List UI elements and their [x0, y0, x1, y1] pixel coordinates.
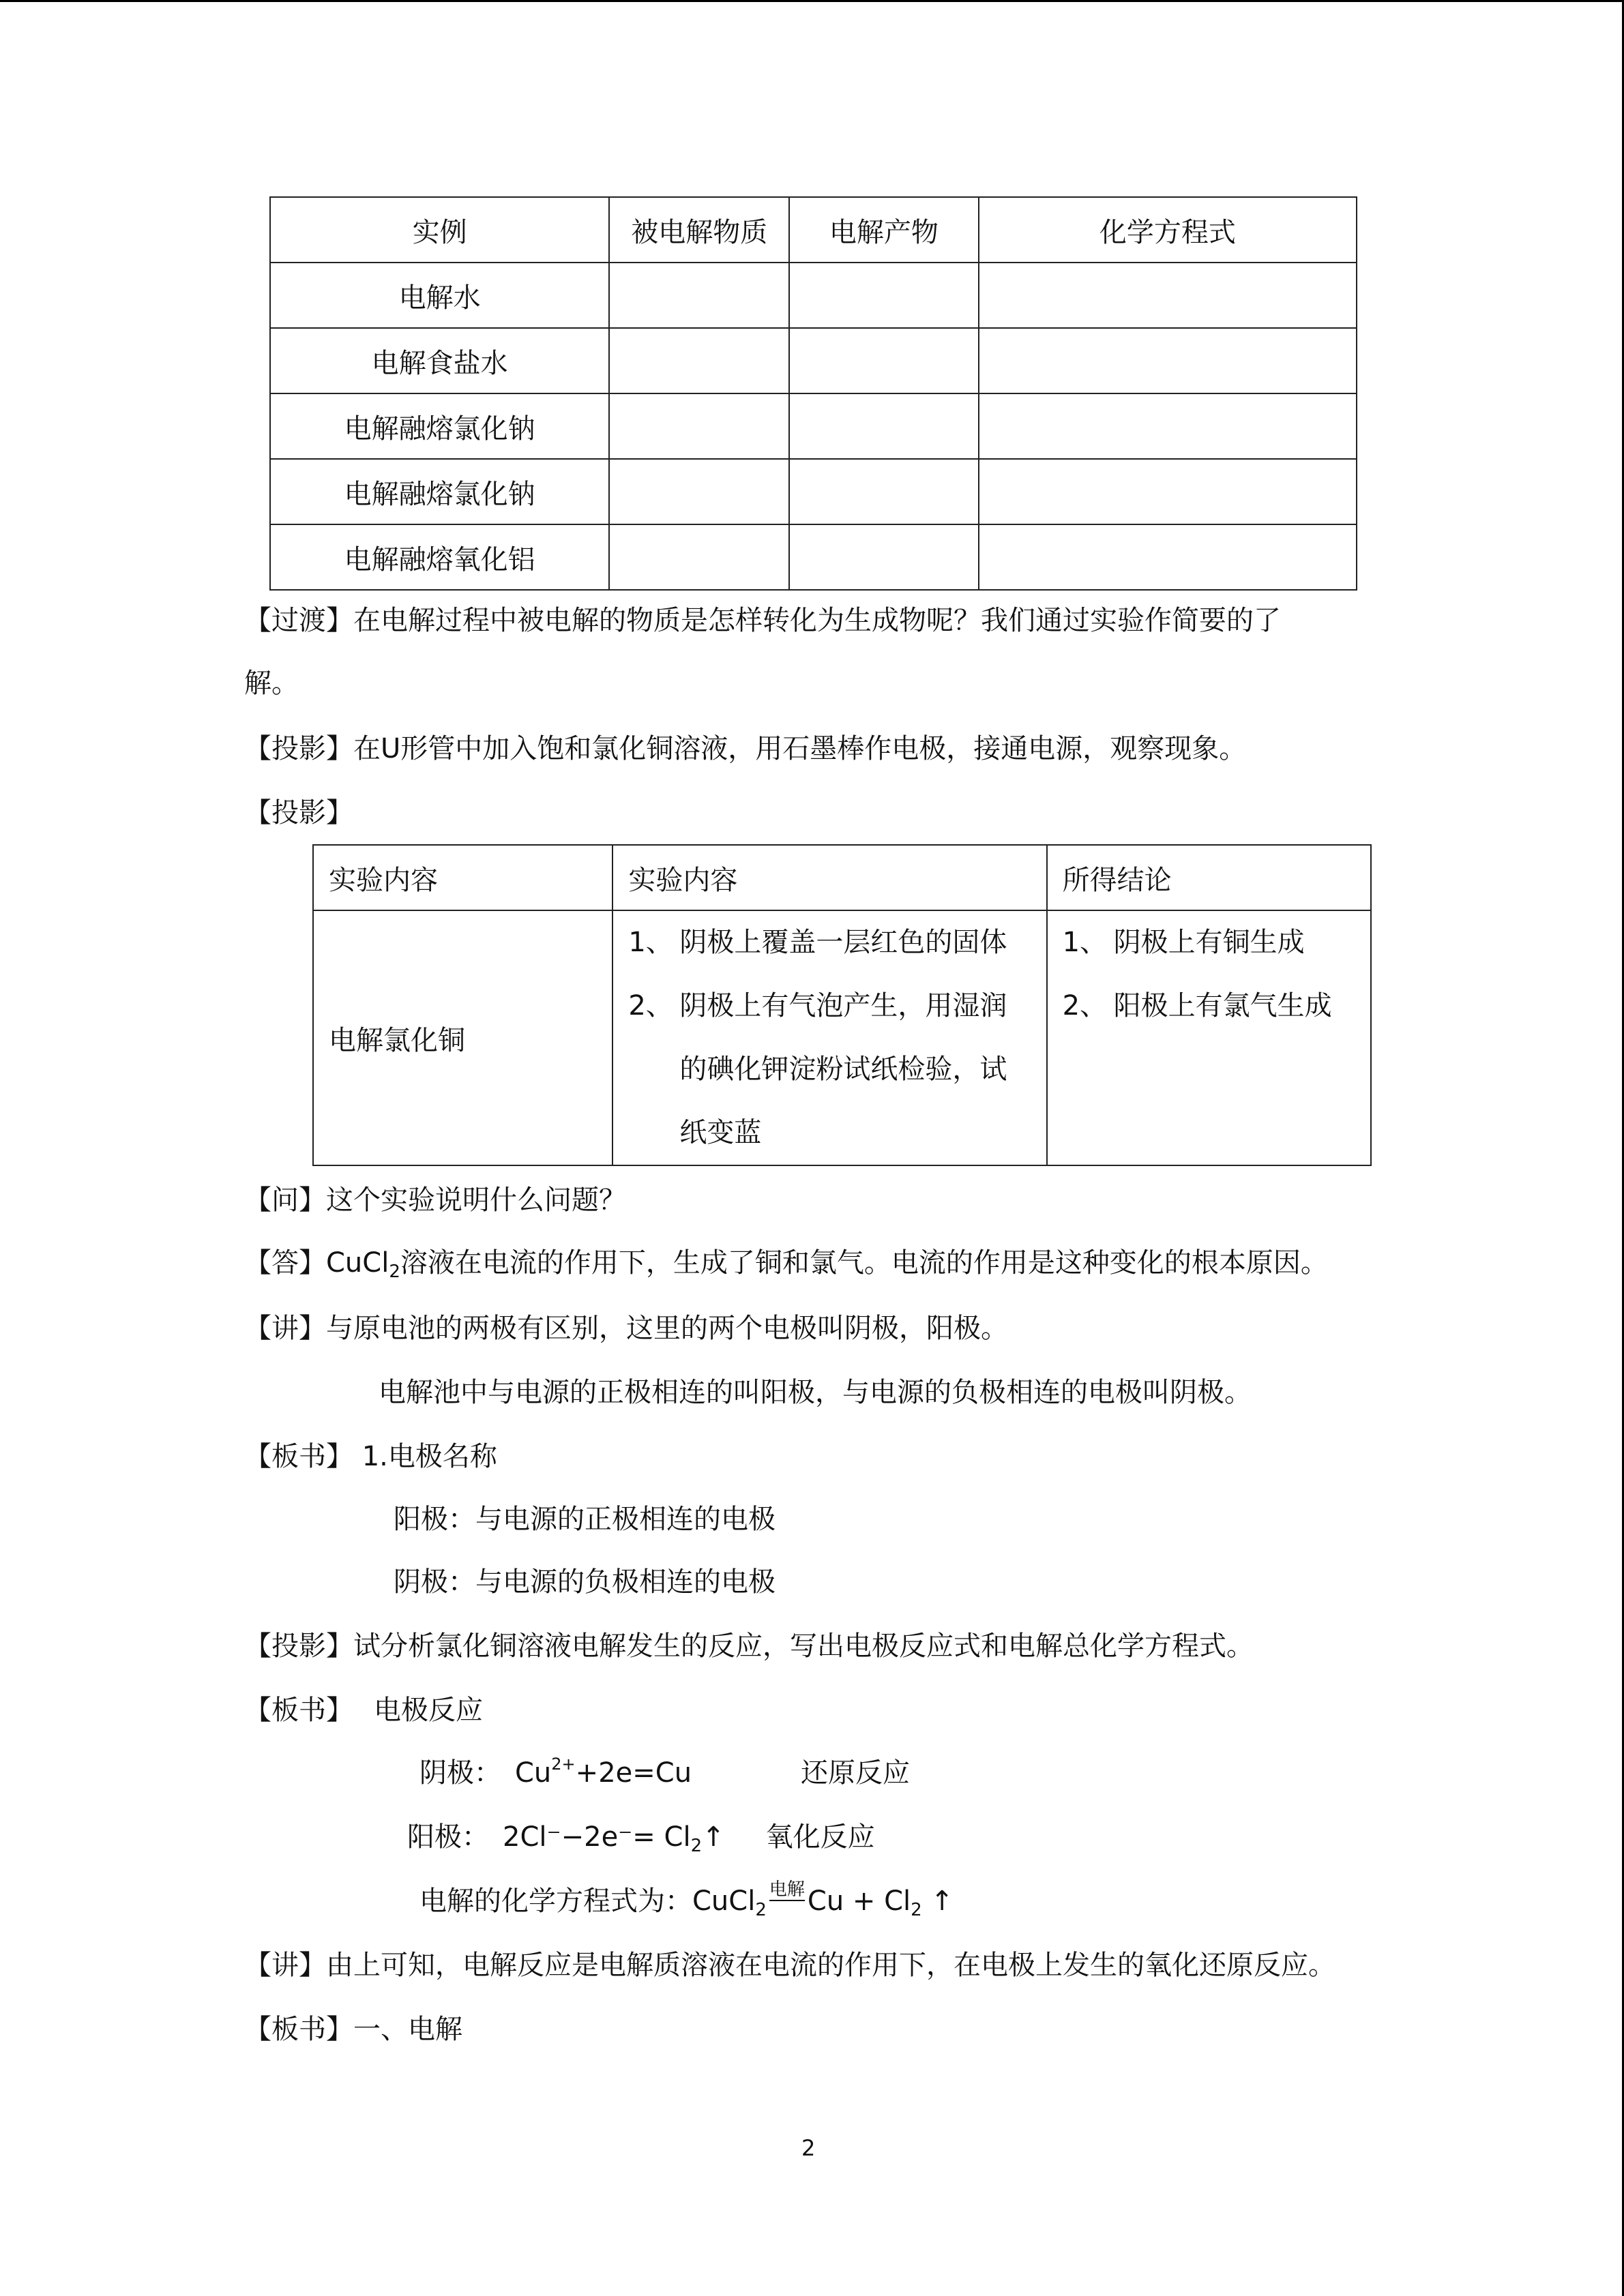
answer-prefix: 【答】CuCl [244, 1247, 389, 1279]
overall-equation-products: Cu + Cl [807, 1885, 911, 1917]
table-cell [609, 263, 789, 328]
anode-equation: 2Cl⁻−2e⁻= Cl [503, 1821, 691, 1853]
table-cell: 电解水 [270, 263, 609, 328]
overall-equation-subscript: 2 [755, 1900, 767, 1920]
anode-definition: 阳极：与电源的正极相连的电极 [394, 1504, 776, 1535]
transition-paragraph-line1: 【过渡】在电解过程中被电解的物质是怎样转化为生成物呢？我们通过实验作简要的了 [244, 605, 1281, 636]
table-cell [789, 459, 979, 524]
board-title: 1.电极名称 [361, 1441, 497, 1472]
table-header-cell: 实验内容 [612, 845, 1046, 910]
table-cell: 电解食盐水 [270, 328, 609, 393]
table-cell [979, 524, 1357, 590]
page-number: 2 [801, 2135, 816, 2161]
table-cell [979, 459, 1357, 524]
table-header-cell: 被电解物质 [609, 197, 789, 263]
question-paragraph: 【问】这个实验说明什么问题？ [244, 1184, 626, 1216]
table-cell [609, 459, 789, 524]
table-row [313, 910, 1371, 1165]
table-row [270, 459, 1357, 524]
table-cell [609, 393, 789, 459]
projection-heading: 【投影】 [244, 797, 353, 829]
table-row [270, 263, 1357, 328]
board-label: 【板书】 [244, 1441, 353, 1472]
table-cell: 电解融熔氯化钠 [270, 393, 609, 459]
board-heading-2 [244, 1690, 483, 1731]
board-label: 【板书】 [244, 1695, 353, 1726]
table-cell [609, 328, 789, 393]
projection-paragraph: 【投影】在U形管中加入饱和氯化铜溶液，用石墨棒作电极，接通电源，观察现象。 [244, 733, 1247, 764]
table-cell [789, 393, 979, 459]
table-header-cell: 实例 [270, 197, 609, 263]
anode-equation-subscript: 2 [690, 1836, 703, 1856]
table-cell [979, 328, 1357, 393]
page-border-top [0, 0, 1624, 2]
overall-equation [419, 1879, 954, 1922]
table-header-cell: 电解产物 [789, 197, 979, 263]
table-cell [979, 263, 1357, 328]
board-heading-3: 【板书】一、电解 [244, 2014, 462, 2045]
cathode-label: 阴极： [419, 1757, 501, 1789]
table-header-row [270, 197, 1357, 263]
table-row [270, 328, 1357, 393]
table-cell [789, 328, 979, 393]
board-title: 电极反应 [374, 1695, 483, 1726]
table-cell [789, 263, 979, 328]
electrolysis-condition-label: 电解 [769, 1879, 805, 1900]
lecture-detail-paragraph: 电解池中与电源的正极相连的叫阳极，与电源的负极相连的电极叫阴极。 [379, 1377, 1252, 1408]
list-item [613, 911, 1046, 974]
anode-label: 阳极： [407, 1821, 489, 1853]
board-heading-1 [244, 1436, 497, 1477]
anode-reaction [407, 1817, 875, 1858]
table-header-cell: 化学方程式 [979, 197, 1357, 263]
list-item-text: 阴极上覆盖一层红色的固体 [679, 927, 1007, 958]
observations-cell [612, 910, 1046, 1165]
answer-suffix: 溶液在电流的作用下，生成了铜和氯气。电流的作用是这种变化的根本原因。 [400, 1247, 1328, 1279]
transition-paragraph-line2: 解。 [244, 668, 299, 699]
conclusions-cell [1047, 910, 1371, 1165]
projection-paragraph-2: 【投影】试分析氯化铜溶液电解发生的反应，写出电极反应式和电解总化学方程式。 [244, 1630, 1254, 1662]
table-cell: 电解融熔氯化钠 [270, 459, 609, 524]
cathode-definition: 阴极：与电源的负极相连的电极 [394, 1566, 776, 1598]
list-item [613, 974, 1046, 1165]
overall-equation-subscript-2: 2 [911, 1900, 922, 1920]
experiment-table [312, 844, 1372, 1166]
table-cell: 电解融熔氧化铝 [270, 524, 609, 590]
conclusions-list [1048, 911, 1370, 1038]
experiment-name-cell: 电解氯化铜 [313, 910, 612, 1165]
lecture-paragraph-2: 【讲】由上可知，电解反应是电解质溶液在电流的作用下，在电极上发生的氧化还原反应。 [244, 1950, 1335, 1981]
electrolysis-examples-table [269, 196, 1357, 591]
cathode-equation-base: Cu [515, 1757, 552, 1789]
cathode-equation-charge: 2+ [551, 1755, 576, 1774]
gas-arrow-icon: ↑ [702, 1821, 725, 1853]
anode-reaction-type: 氧化反应 [765, 1821, 875, 1853]
list-item-text: 阴极上有铜生成 [1113, 927, 1305, 958]
cathode-reaction [419, 1753, 910, 1793]
list-item-text: 阳极上有氯气生成 [1113, 990, 1332, 1022]
list-item-text: 阴极上有气泡产生，用湿润的碘化钾淀粉试纸检验，试纸变蓝 [679, 990, 1007, 1148]
table-header-cell: 实验内容 [313, 845, 612, 910]
list-item-number: 2、 [628, 990, 673, 1022]
table-cell [609, 524, 789, 590]
table-cell [789, 524, 979, 590]
overall-equation-prefix: 电解的化学方程式为：CuCl [419, 1885, 756, 1917]
table-header-row [313, 845, 1371, 910]
list-item [1048, 974, 1370, 1038]
gas-arrow-icon: ↑ [921, 1885, 954, 1917]
list-item-number: 2、 [1062, 990, 1108, 1022]
lecture-paragraph: 【讲】与原电池的两极有区别，这里的两个电极叫阴极，阳极。 [244, 1313, 1008, 1344]
table-header-cell: 所得结论 [1047, 845, 1371, 910]
answer-paragraph [244, 1242, 1328, 1283]
list-item-number: 1、 [1062, 927, 1108, 958]
list-item [1048, 911, 1370, 974]
table-row [270, 393, 1357, 459]
list-item-number: 1、 [628, 927, 673, 958]
cathode-equation-rest: +2e=Cu [575, 1757, 692, 1789]
cathode-reaction-type: 还原反应 [801, 1757, 911, 1789]
answer-subscript: 2 [389, 1262, 400, 1282]
table-row [270, 524, 1357, 590]
table-cell [979, 393, 1357, 459]
observations-list [613, 911, 1046, 1165]
